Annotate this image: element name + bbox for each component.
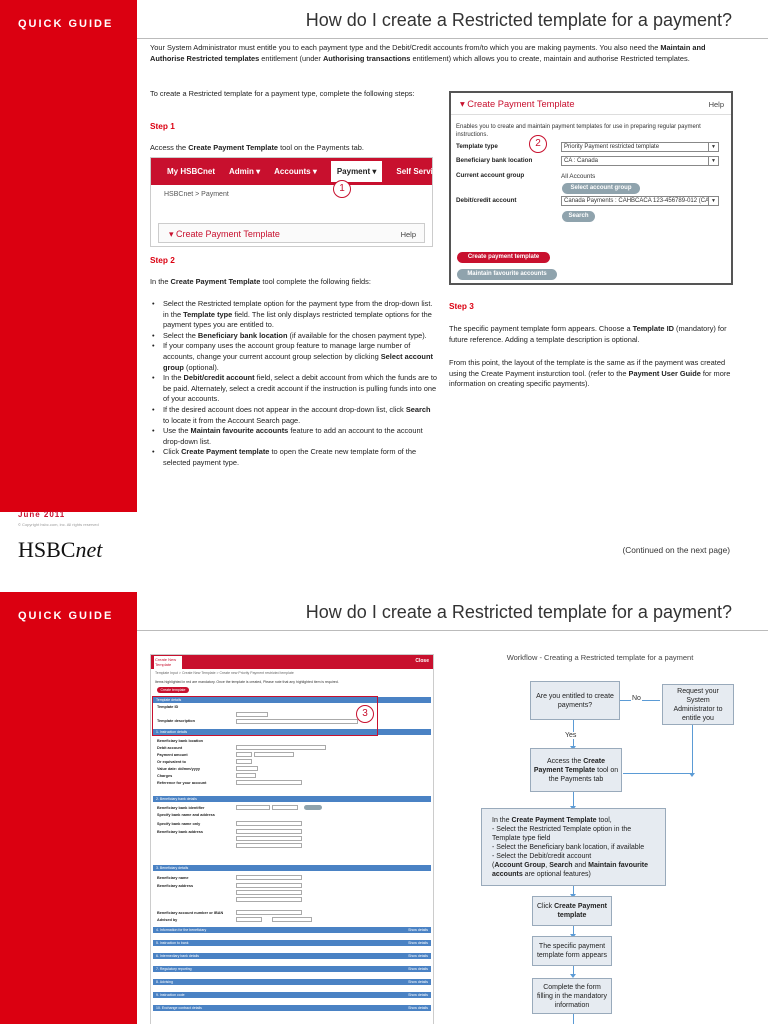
flow-text: are optional features) xyxy=(522,870,591,878)
show-details-link[interactable]: Show details xyxy=(408,980,428,984)
bene-location-select[interactable] xyxy=(561,156,719,166)
red-sidebar xyxy=(0,0,137,512)
bank-id-select[interactable] xyxy=(236,805,270,810)
section-title: 7. Regulatory reporting xyxy=(156,967,192,971)
field-label: Advised by xyxy=(157,918,178,922)
item-bold: Create Payment template xyxy=(181,447,270,457)
create-payment-template-panel xyxy=(449,91,733,285)
bene-location-label: Beneficiary bank location xyxy=(456,157,533,164)
account-group-label: Current account group xyxy=(456,172,525,179)
chevron-down-icon: ▼ xyxy=(708,143,718,151)
flow-text: Access the xyxy=(547,757,584,765)
form-note: Items highlighted in red are mandatory. Once the template is created, Please note that any highlighted item is required. xyxy=(155,680,339,684)
flow-arrow xyxy=(573,966,574,974)
debit-credit-select[interactable] xyxy=(561,196,719,206)
red-sidebar xyxy=(0,592,137,1024)
flow-bold: Maintain favourite accounts xyxy=(492,861,649,878)
select-value: CA : Canada xyxy=(564,158,599,164)
flow-text: In the xyxy=(492,816,512,824)
step-text: (mandatory) for future reference. Adding a template description is optional. xyxy=(449,324,727,344)
callout-number: 1 xyxy=(333,180,351,198)
create-template-button[interactable]: Create payment template xyxy=(457,252,550,263)
guide-page-2 xyxy=(0,592,768,1024)
maintain-favourites-button[interactable]: Maintain favourite accounts xyxy=(457,269,557,280)
flow-arrow xyxy=(573,1014,574,1024)
nav-item-payment[interactable]: Payment ▾ xyxy=(331,161,383,182)
flow-connector xyxy=(692,725,693,773)
step-bold: Create Payment Template xyxy=(188,143,279,152)
list-item xyxy=(150,447,437,468)
item-text: feature to add an account to the account drop-down list. xyxy=(163,426,423,446)
flow-text: ( xyxy=(492,861,495,869)
item-bold: Beneficiary bank location xyxy=(197,330,288,340)
flow-text: - Select the Beneficiary bank location, if available xyxy=(492,843,645,851)
currency-select[interactable] xyxy=(236,752,252,757)
help-link[interactable]: Help xyxy=(400,230,416,239)
show-details-link[interactable]: Show details xyxy=(408,1006,428,1010)
flow-question-entitled: Are you entitled to create payments? xyxy=(530,681,620,720)
field-label: Or equivalent to xyxy=(157,760,186,764)
flow-arrow xyxy=(573,792,574,806)
form-top-bar xyxy=(151,655,433,669)
step-3-label: Step 3 xyxy=(449,301,474,311)
list-item xyxy=(150,331,437,342)
page-title: How do I create a Restricted template for a payment? xyxy=(305,10,732,30)
field-label: Beneficiary bank location xyxy=(157,739,203,743)
step-text: tool complete the following fields: xyxy=(260,277,371,286)
list-item xyxy=(150,299,437,331)
logo-text: HSBC xyxy=(18,537,76,562)
template-type-select[interactable] xyxy=(561,142,719,152)
help-link[interactable]: Help xyxy=(708,100,724,109)
close-link[interactable]: Close xyxy=(415,658,429,664)
flow-arrow xyxy=(573,926,574,934)
intro-text: entitlement) which allows you to create, maintain and authorise Restricted templates. xyxy=(410,53,690,63)
widget-title[interactable]: ▾ Create Payment Template xyxy=(169,229,280,239)
step-text: Access the xyxy=(150,143,189,152)
field-label: Payment amount xyxy=(157,753,188,757)
bene-address-input[interactable] xyxy=(236,890,302,895)
item-text: If the desired account does not appear in the account drop-down list, click xyxy=(163,404,406,414)
list-item xyxy=(150,341,437,373)
item-text: Use the xyxy=(163,426,191,436)
flow-bold: Create Payment Template xyxy=(533,757,605,774)
step-1-label: Step 1 xyxy=(150,121,175,131)
amount-input[interactable] xyxy=(254,752,294,757)
section-title: 10. Exchange contract details xyxy=(156,1006,202,1010)
search-button[interactable]: Search xyxy=(562,211,595,222)
intro-bold: Authorising transactions xyxy=(322,53,411,63)
logo-text-italic: net xyxy=(75,537,103,562)
flow-text: tool, xyxy=(596,816,612,824)
equivalent-select[interactable] xyxy=(236,759,252,764)
field-label: Reference for your account xyxy=(157,781,207,785)
flow-click-create xyxy=(532,896,612,926)
create-template-button[interactable]: Create template xyxy=(157,687,189,693)
bene-account-input[interactable] xyxy=(236,910,302,915)
flow-text: , xyxy=(545,861,550,869)
field-label: Beneficiary account number or IBAN xyxy=(157,911,224,915)
widget-header xyxy=(158,223,425,243)
step-text: In the xyxy=(150,277,171,286)
intro-text: entitlement (under xyxy=(259,53,323,63)
item-text: In the xyxy=(163,373,184,383)
flow-access-tool xyxy=(530,748,622,792)
step-2-lead xyxy=(150,277,435,288)
section-title: 4. Information for the beneficiary xyxy=(156,928,207,932)
flow-request-admin: Request your System Administrator to entitle you xyxy=(662,684,734,725)
show-details-link[interactable]: Show details xyxy=(408,941,428,945)
breadcrumb: Template Input > Create New Template > Create new Priority Payment restricted template xyxy=(155,671,294,675)
account-group-value: All Accounts xyxy=(561,173,596,180)
flow-complete-form: Complete the form filling in the mandatory information xyxy=(532,978,612,1014)
section-header[interactable]: 2. Beneficiary bank details xyxy=(153,796,431,802)
intro-steps-paragraph: To create a Restricted template for a payment type, complete the following steps: xyxy=(150,89,415,98)
value-date-input[interactable] xyxy=(236,766,258,771)
section-header[interactable] xyxy=(153,992,431,998)
section-title: 9. Instruction code xyxy=(156,993,185,997)
flow-arrow xyxy=(573,886,574,894)
list-item xyxy=(150,373,437,405)
copyright-notice: © Copyright hsbc.com, inc. All rights reserved xyxy=(18,522,99,527)
flow-bold: Create Payment Template xyxy=(511,816,597,824)
step-bold: Template ID xyxy=(632,324,674,333)
flow-label-no: No xyxy=(632,695,641,702)
item-bold: Template type xyxy=(183,309,233,319)
navbar-screenshot xyxy=(150,157,442,247)
nav-item-my-hsbcnet[interactable]: My HSBCnet xyxy=(167,167,216,176)
section-header[interactable]: 3. Beneficiary details xyxy=(153,865,431,871)
workflow-title: Workflow - Creating a Restricted template for a payment xyxy=(506,653,694,662)
reference-input[interactable] xyxy=(236,780,302,785)
list-item xyxy=(150,426,437,447)
field-label: Charges xyxy=(157,774,173,778)
intro-paragraph xyxy=(150,43,740,64)
item-text: to open the Create new template form of the selected payment type. xyxy=(163,447,417,467)
field-label: Specify bank name and address xyxy=(157,813,215,817)
flow-bold: Create Payment template xyxy=(554,903,608,919)
item-bold: Select account group xyxy=(163,351,433,372)
step-bold: Payment User Guide xyxy=(628,368,701,378)
item-text: to locate it from the Account Search page. xyxy=(163,415,301,425)
field-label: Beneficiary name xyxy=(157,876,189,880)
field-label: Beneficiary bank identifier xyxy=(157,806,205,810)
bene-address-input[interactable] xyxy=(236,897,302,902)
bank-id-input[interactable] xyxy=(272,805,298,810)
chevron-down-icon: ▼ xyxy=(708,197,718,205)
section-header[interactable] xyxy=(153,953,431,959)
flow-bold: Account Group xyxy=(494,861,546,869)
bank-address-input[interactable] xyxy=(236,843,302,848)
section-header[interactable]: Template details xyxy=(153,697,431,703)
item-bold: Debit/credit account xyxy=(183,373,255,383)
field-label: Beneficiary bank address xyxy=(157,830,204,834)
flow-text: - Select the Debit/credit account xyxy=(492,852,592,860)
item-text: Select the xyxy=(163,330,198,340)
advised-by-select[interactable] xyxy=(236,917,262,922)
field-label: Specify bank name only xyxy=(157,822,201,826)
step-text: tool on the Payments tab. xyxy=(278,143,364,152)
navbar xyxy=(151,158,442,185)
advised-by-input[interactable] xyxy=(272,917,312,922)
section-header[interactable] xyxy=(153,966,431,972)
charges-select[interactable] xyxy=(236,773,256,778)
flow-text: Click xyxy=(536,903,555,910)
item-text: (optional). xyxy=(183,362,219,372)
item-text: Click xyxy=(163,447,182,457)
continued-note: (Continued on the next page) xyxy=(622,545,730,555)
callout-number: 3 xyxy=(356,705,374,723)
nav-item-accounts[interactable]: Accounts ▾ xyxy=(274,167,317,176)
show-details-link[interactable]: Show details xyxy=(408,967,428,971)
field-instructions-list xyxy=(150,299,437,469)
flow-tool-steps xyxy=(481,808,666,886)
flow-text: - Select the Restricted Template option in the Template type field xyxy=(492,825,632,842)
item-bold: Maintain favourite accounts xyxy=(190,426,289,436)
section-header[interactable]: 1. Instruction details xyxy=(153,729,431,735)
template-desc-label: Template description xyxy=(157,719,195,723)
item-text: (if available for the chosen payment type). xyxy=(287,330,427,340)
flow-form-appears: The specific payment template form appears xyxy=(532,936,612,966)
section-header[interactable] xyxy=(153,1005,431,1011)
nav-item-admin[interactable]: Admin ▾ xyxy=(229,167,261,176)
nav-item-self-service[interactable]: Self Service xyxy=(396,167,442,176)
field-label: Value date: dd/mm/yyyy xyxy=(157,767,201,771)
chevron-down-icon: ▼ xyxy=(708,157,718,165)
page-title: How do I create a Restricted template for a payment? xyxy=(305,602,732,622)
header-divider xyxy=(137,38,768,39)
item-text: field. The list only displays restricted template options for the payment types you are entitled to. xyxy=(163,309,432,330)
debit-account-select[interactable] xyxy=(236,745,326,750)
template-id-label: Template ID xyxy=(157,705,179,709)
breadcrumb: HSBCnet > Payment xyxy=(164,191,229,198)
panel-header xyxy=(451,93,731,115)
step-bold: Create Payment Template xyxy=(170,277,261,286)
flow-text: tool on the Payments tab xyxy=(548,766,619,783)
tab-create-template[interactable]: Create New Template xyxy=(154,656,182,669)
flow-text: and xyxy=(572,861,589,869)
flow-label-yes: Yes xyxy=(565,732,577,739)
item-text: If your company uses the account group feature to manage large number of accounts, change your current account group selection by clicking xyxy=(163,341,411,361)
callout-number: 2 xyxy=(529,135,547,153)
section-header[interactable] xyxy=(153,979,431,985)
search-button[interactable] xyxy=(304,805,322,810)
step-3-followup xyxy=(449,358,739,390)
field-label: Debit account xyxy=(157,746,183,750)
item-text: Select the Restricted template option for the payment type from the drop-down list. in the xyxy=(163,299,433,319)
flow-bold: Search xyxy=(549,861,573,869)
step-text: for more information on creating specific payments). xyxy=(449,368,731,389)
template-type-label: Template type xyxy=(456,143,498,150)
template-fields-highlight xyxy=(152,696,378,736)
panel-title[interactable]: ▾ Create Payment Template xyxy=(460,99,575,109)
bank-address-input[interactable] xyxy=(236,836,302,841)
section-title: 5. Instruction to bank xyxy=(156,941,189,945)
step-2-label: Step 2 xyxy=(150,255,175,265)
section-header[interactable] xyxy=(153,940,431,946)
show-details-link[interactable]: Show details xyxy=(408,928,428,932)
hsbcnet-logo xyxy=(18,537,102,563)
intro-text: Your System Administrator must entitle you to each payment type and the Debit/Credit accounts from/to which you are making payments. You also need the xyxy=(150,43,661,52)
publication-date: June 2011 xyxy=(18,510,66,519)
select-value: Priority Payment restricted template xyxy=(564,144,660,150)
bene-address-input[interactable] xyxy=(236,883,302,888)
show-details-link[interactable]: Show details xyxy=(408,954,428,958)
quick-guide-label: QUICK GUIDE xyxy=(18,18,114,30)
section-title: 6. Intermediary bank details xyxy=(156,954,199,958)
item-bold: Search xyxy=(405,404,431,414)
item-text: field, select a debit account from which the funds are to be paid. Alternately, select a credit account if the instruction is pulling funds into one of your accounts. xyxy=(163,373,437,404)
select-value: Canada Payments : CAHBCACA 123-456789-012 (CA xyxy=(564,198,710,204)
flow-connector xyxy=(623,773,693,774)
bank-name-input[interactable] xyxy=(236,821,302,826)
section-title: 8. Advising xyxy=(156,980,173,984)
header-divider xyxy=(137,630,768,631)
bene-name-input[interactable] xyxy=(236,875,302,880)
intro-bold: Maintain and Authorise Restricted templates xyxy=(150,43,706,63)
step-1-text xyxy=(150,143,435,154)
bank-address-input[interactable] xyxy=(236,829,302,834)
field-label: Beneficiary address xyxy=(157,884,194,888)
select-account-group-button[interactable]: Select account group xyxy=(562,183,640,194)
section-header[interactable] xyxy=(153,927,431,933)
step-text: From this point, the layout of the template is the same as if the payment was created using the Create Payment insturction tool. (refer to the xyxy=(449,358,726,378)
show-details-link[interactable]: Show details xyxy=(408,993,428,997)
panel-description: Enables you to create and maintain payment templates for use in preparing regular payment instructions. xyxy=(456,124,701,138)
step-text: The specific payment template form appears. Choose a xyxy=(449,324,633,333)
step-3-text xyxy=(449,324,739,345)
quick-guide-label: QUICK GUIDE xyxy=(18,610,114,622)
debit-credit-label: Debit/credit account xyxy=(456,197,517,204)
list-item xyxy=(150,405,437,426)
